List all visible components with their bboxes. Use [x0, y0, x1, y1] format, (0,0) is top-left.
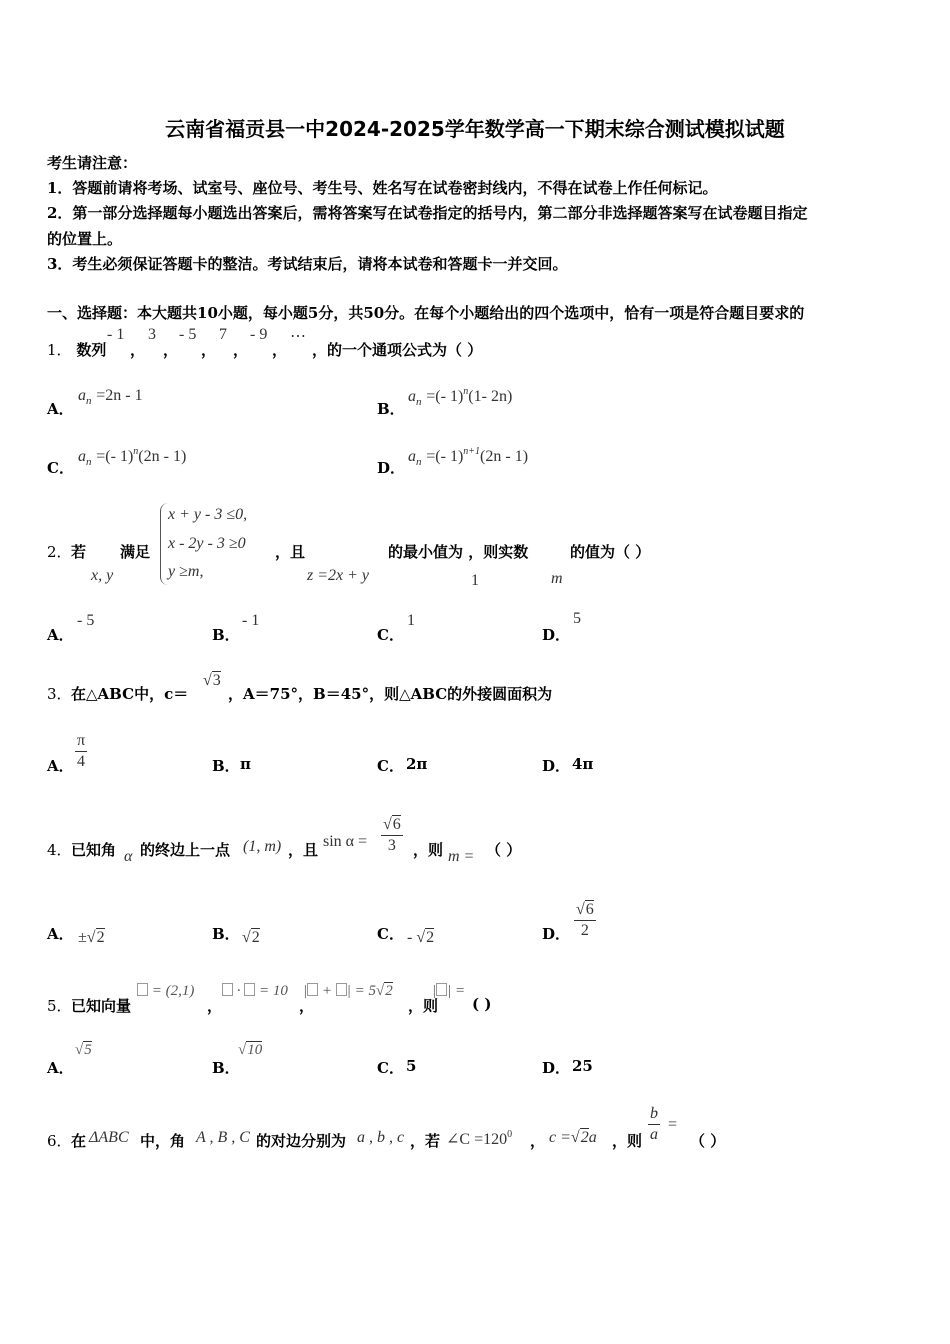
- math-superscript: n+1: [463, 446, 481, 457]
- notice-heading: 考生请注意：: [47, 154, 138, 172]
- fraction-denominator: 3: [387, 837, 396, 854]
- math-subscript: n: [416, 396, 422, 408]
- comma: ，: [272, 341, 288, 359]
- sin-fraction: $\frac{√6}{3}$: [383, 816, 401, 854]
- option-label-b: B．: [377, 400, 405, 418]
- option-d-value: 4π: [572, 755, 594, 773]
- math-expression: =(- 1): [426, 388, 464, 405]
- degree-superscript: 0: [507, 1129, 513, 1140]
- math-expression: =(- 1): [96, 448, 134, 465]
- fraction-numerator: π: [75, 731, 87, 752]
- option-a-formula: [78, 386, 143, 407]
- comma: ，: [130, 341, 146, 359]
- math-expression: =2n - 1: [96, 387, 143, 404]
- vector-symbol: [307, 983, 318, 996]
- math-superscript: n: [133, 446, 139, 457]
- math-subscript: n: [416, 456, 422, 468]
- sequence-term: 3: [148, 326, 156, 343]
- math-operator: ·: [236, 983, 245, 999]
- math-expression: = 10: [259, 983, 288, 999]
- option-b-value: √10: [238, 1042, 263, 1058]
- math-symbol: m: [551, 570, 563, 587]
- math-symbol: a: [78, 387, 86, 404]
- math-expression: = (2,1): [151, 983, 195, 999]
- question-text: ( ): [472, 995, 492, 1013]
- option-a-value: - 5: [77, 612, 95, 629]
- math-operator: +: [321, 983, 336, 999]
- option-label-c: C．: [377, 925, 404, 943]
- question-text: 若: [71, 543, 87, 561]
- option-label-c: C．: [377, 1059, 404, 1077]
- vector-symbol: [336, 983, 347, 996]
- question-1: [47, 339, 106, 360]
- angle-names: A , B , C: [196, 1129, 250, 1146]
- question-text: ，的一个通项公式为（ ）: [312, 341, 483, 359]
- question-text: ，若: [410, 1132, 441, 1150]
- notice-item: 2．第一部分选择题每小题选出答案后，需将答案写在试卷指定的括号内，第二部分非选择题答案写在试卷题目指定: [47, 204, 808, 222]
- math-expression: c =: [549, 1129, 571, 1146]
- comma: ，: [299, 997, 315, 1015]
- math-expression: ∠C =120: [446, 1131, 508, 1148]
- sqrt-expression: √3: [203, 672, 221, 689]
- sequence-term: - 1: [107, 326, 125, 343]
- triangle-symbol: ΔABC: [89, 1129, 129, 1146]
- question-text: 满足: [120, 543, 151, 561]
- comma: ，: [207, 997, 223, 1015]
- option-label-a: A．: [47, 925, 74, 943]
- equals-sign: =: [668, 1116, 678, 1133]
- angle-expression: [446, 1129, 512, 1149]
- math-expression: sin α =: [323, 833, 368, 850]
- sequence-term: - 9: [250, 326, 268, 343]
- question-text: 的对边分别为: [256, 1132, 347, 1150]
- magnitude-b-formula: | | =: [432, 983, 466, 999]
- question-text: ，且: [275, 543, 306, 561]
- option-label-b: B．: [212, 925, 240, 943]
- option-c-formula: [78, 446, 186, 468]
- question-text: ，则: [612, 1132, 643, 1150]
- question-number: 6．: [47, 1132, 72, 1150]
- radicand: 6: [392, 816, 401, 833]
- option-label-d: D．: [542, 757, 571, 775]
- question-number: 4．: [47, 841, 72, 859]
- option-c-value: 2π: [406, 755, 428, 773]
- question-text: 已知向量: [71, 997, 132, 1015]
- question-text: ，则: [408, 997, 439, 1015]
- c-expression: c =√2a: [549, 1129, 597, 1146]
- question-text: 数列: [76, 341, 107, 359]
- option-d-formula: [408, 446, 528, 468]
- option-d-value: 5: [573, 610, 581, 627]
- option-label-a: A．: [47, 626, 74, 644]
- notice-item: 3．考生必须保证答题卡的整洁。考试结束后，请将本试卷和答题卡一并交回。: [47, 255, 568, 273]
- question-text: 的最小值为 ，则实数: [388, 543, 529, 561]
- option-b-value: - 1: [242, 612, 260, 629]
- option-b-value: √2: [242, 929, 260, 946]
- option-a-value: √5: [75, 1042, 92, 1058]
- radicand: 2: [426, 929, 435, 946]
- radicand: 2: [251, 929, 260, 946]
- fraction-denominator: a: [650, 1126, 658, 1143]
- option-b-formula: [408, 386, 512, 408]
- option-label-d: D．: [542, 925, 571, 943]
- question-text: 在△ABC中，c＝: [71, 685, 189, 703]
- option-label-d: D．: [542, 1059, 571, 1077]
- vector-symbol: [137, 983, 148, 996]
- math-subscript: n: [86, 395, 92, 407]
- vector-symbol: [244, 983, 255, 996]
- constraint-3: y ≥m,: [168, 563, 204, 580]
- option-d-value: 25: [572, 1057, 593, 1075]
- math-symbol: a: [78, 448, 86, 465]
- option-label-b: B．: [212, 757, 240, 775]
- question-text: ，A＝75°，B＝45°，则△ABC的外接圆面积为: [228, 685, 553, 703]
- math-number: 1: [471, 572, 479, 589]
- fraction-denominator: 4: [77, 753, 86, 770]
- side-names: a , b , c: [357, 1129, 405, 1146]
- math-subscript: n: [86, 456, 92, 468]
- question-text: （ ）: [486, 841, 522, 859]
- option-label-b: B．: [212, 1059, 240, 1077]
- option-label-a: A．: [47, 1059, 74, 1077]
- radicand: 2: [385, 983, 393, 999]
- sum-magnitude-formula: | + | = 5√2: [303, 983, 393, 999]
- math-expression: | =: [447, 983, 466, 999]
- option-b-value: π: [240, 755, 251, 773]
- math-symbol: α: [124, 848, 133, 865]
- option-label-d: D．: [542, 626, 571, 644]
- question-text: 的终边上一点: [140, 841, 231, 859]
- option-d-fraction: $\frac{√6}{2}$: [576, 901, 594, 939]
- constraint-2: x - 2y - 3 ≥0: [168, 535, 246, 552]
- constraint-1: x + y - 3 ≤0,: [168, 506, 248, 523]
- vector-symbol: [222, 983, 233, 996]
- math-expression: | = 5: [346, 983, 376, 999]
- dot-product-formula: [222, 983, 288, 1000]
- question-text: 中，角: [140, 1132, 186, 1150]
- fraction-denominator: 2: [580, 922, 589, 939]
- option-label-a: A．: [47, 757, 74, 775]
- option-c-value: - √2: [407, 929, 435, 946]
- option-label-c: C．: [377, 626, 404, 644]
- radicand: 6: [585, 901, 594, 918]
- sequence-term: 7: [219, 326, 227, 343]
- fraction-numerator: b: [648, 1104, 660, 1125]
- option-a-value: ±√2: [78, 929, 105, 946]
- option-label-c: C．: [47, 459, 74, 477]
- math-expression: (1- 2n): [468, 388, 513, 405]
- question-text: ，且: [288, 841, 319, 859]
- question-text: 的值为（ ）: [570, 543, 651, 561]
- sequence-term: ⋯: [290, 328, 306, 345]
- math-superscript: n: [463, 386, 469, 397]
- question-number: 3．: [47, 685, 72, 703]
- option-label-a: A．: [47, 400, 74, 418]
- math-operator: |: [303, 983, 308, 999]
- notice-item: 1．答题前请将考场、试室号、座位号、考生号、姓名写在试卷密封线内，不得在试卷上作任何标记。: [47, 179, 718, 197]
- point-coordinate: (1, m): [243, 838, 282, 855]
- question-text: （ ）: [690, 1132, 726, 1150]
- radicand: 2: [96, 929, 105, 946]
- math-expression: (2n - 1): [138, 448, 187, 465]
- math-expression: (2n - 1): [480, 448, 529, 465]
- vector-symbol: [436, 983, 447, 996]
- question-number: 2．: [47, 543, 72, 561]
- notice-item: 的位置上。: [47, 230, 123, 248]
- option-label-d: D．: [377, 459, 406, 477]
- question-number: 5．: [47, 997, 72, 1015]
- option-c-value: 5: [406, 1057, 417, 1075]
- option-label-b: B．: [212, 626, 240, 644]
- math-expression: x, y: [91, 567, 114, 584]
- radicand: 5: [84, 1042, 92, 1058]
- comma: ，: [201, 341, 217, 359]
- question-text: ，: [530, 1132, 546, 1150]
- radicand: 2: [580, 1129, 589, 1146]
- question-number: 1．: [47, 341, 72, 359]
- page-title: 云南省福贡县一中2024-2025学年数学高一下期末综合测试模拟试题: [165, 117, 785, 141]
- math-symbol: a: [588, 1129, 597, 1146]
- option-a-fraction: [75, 731, 87, 772]
- vector-a-formula: [137, 983, 194, 1000]
- question-text: 在: [71, 1132, 87, 1150]
- section-heading: 一、选择题：本大题共10小题，每小题5分，共50分。在每个小题给出的四个选项中，恰有一项是符合题目要求的: [47, 304, 805, 322]
- math-expression: =(- 1): [426, 448, 464, 465]
- math-expression: z =2x + y: [307, 567, 370, 584]
- ratio-fraction: [648, 1104, 660, 1145]
- sequence-term: - 5: [179, 326, 197, 343]
- comma: ，: [233, 341, 249, 359]
- math-symbol: a: [408, 388, 416, 405]
- question-text: ，则: [413, 841, 444, 859]
- minus-sign: -: [407, 929, 417, 946]
- radicand: 3: [212, 672, 221, 689]
- math-expression: m =: [448, 848, 475, 865]
- comma: ，: [163, 341, 179, 359]
- plus-minus: ±: [78, 929, 87, 946]
- question-text: 已知角: [71, 841, 117, 859]
- option-label-c: C．: [377, 757, 404, 775]
- radicand: 10: [247, 1042, 263, 1058]
- option-c-value: 1: [407, 612, 415, 629]
- math-symbol: a: [408, 448, 416, 465]
